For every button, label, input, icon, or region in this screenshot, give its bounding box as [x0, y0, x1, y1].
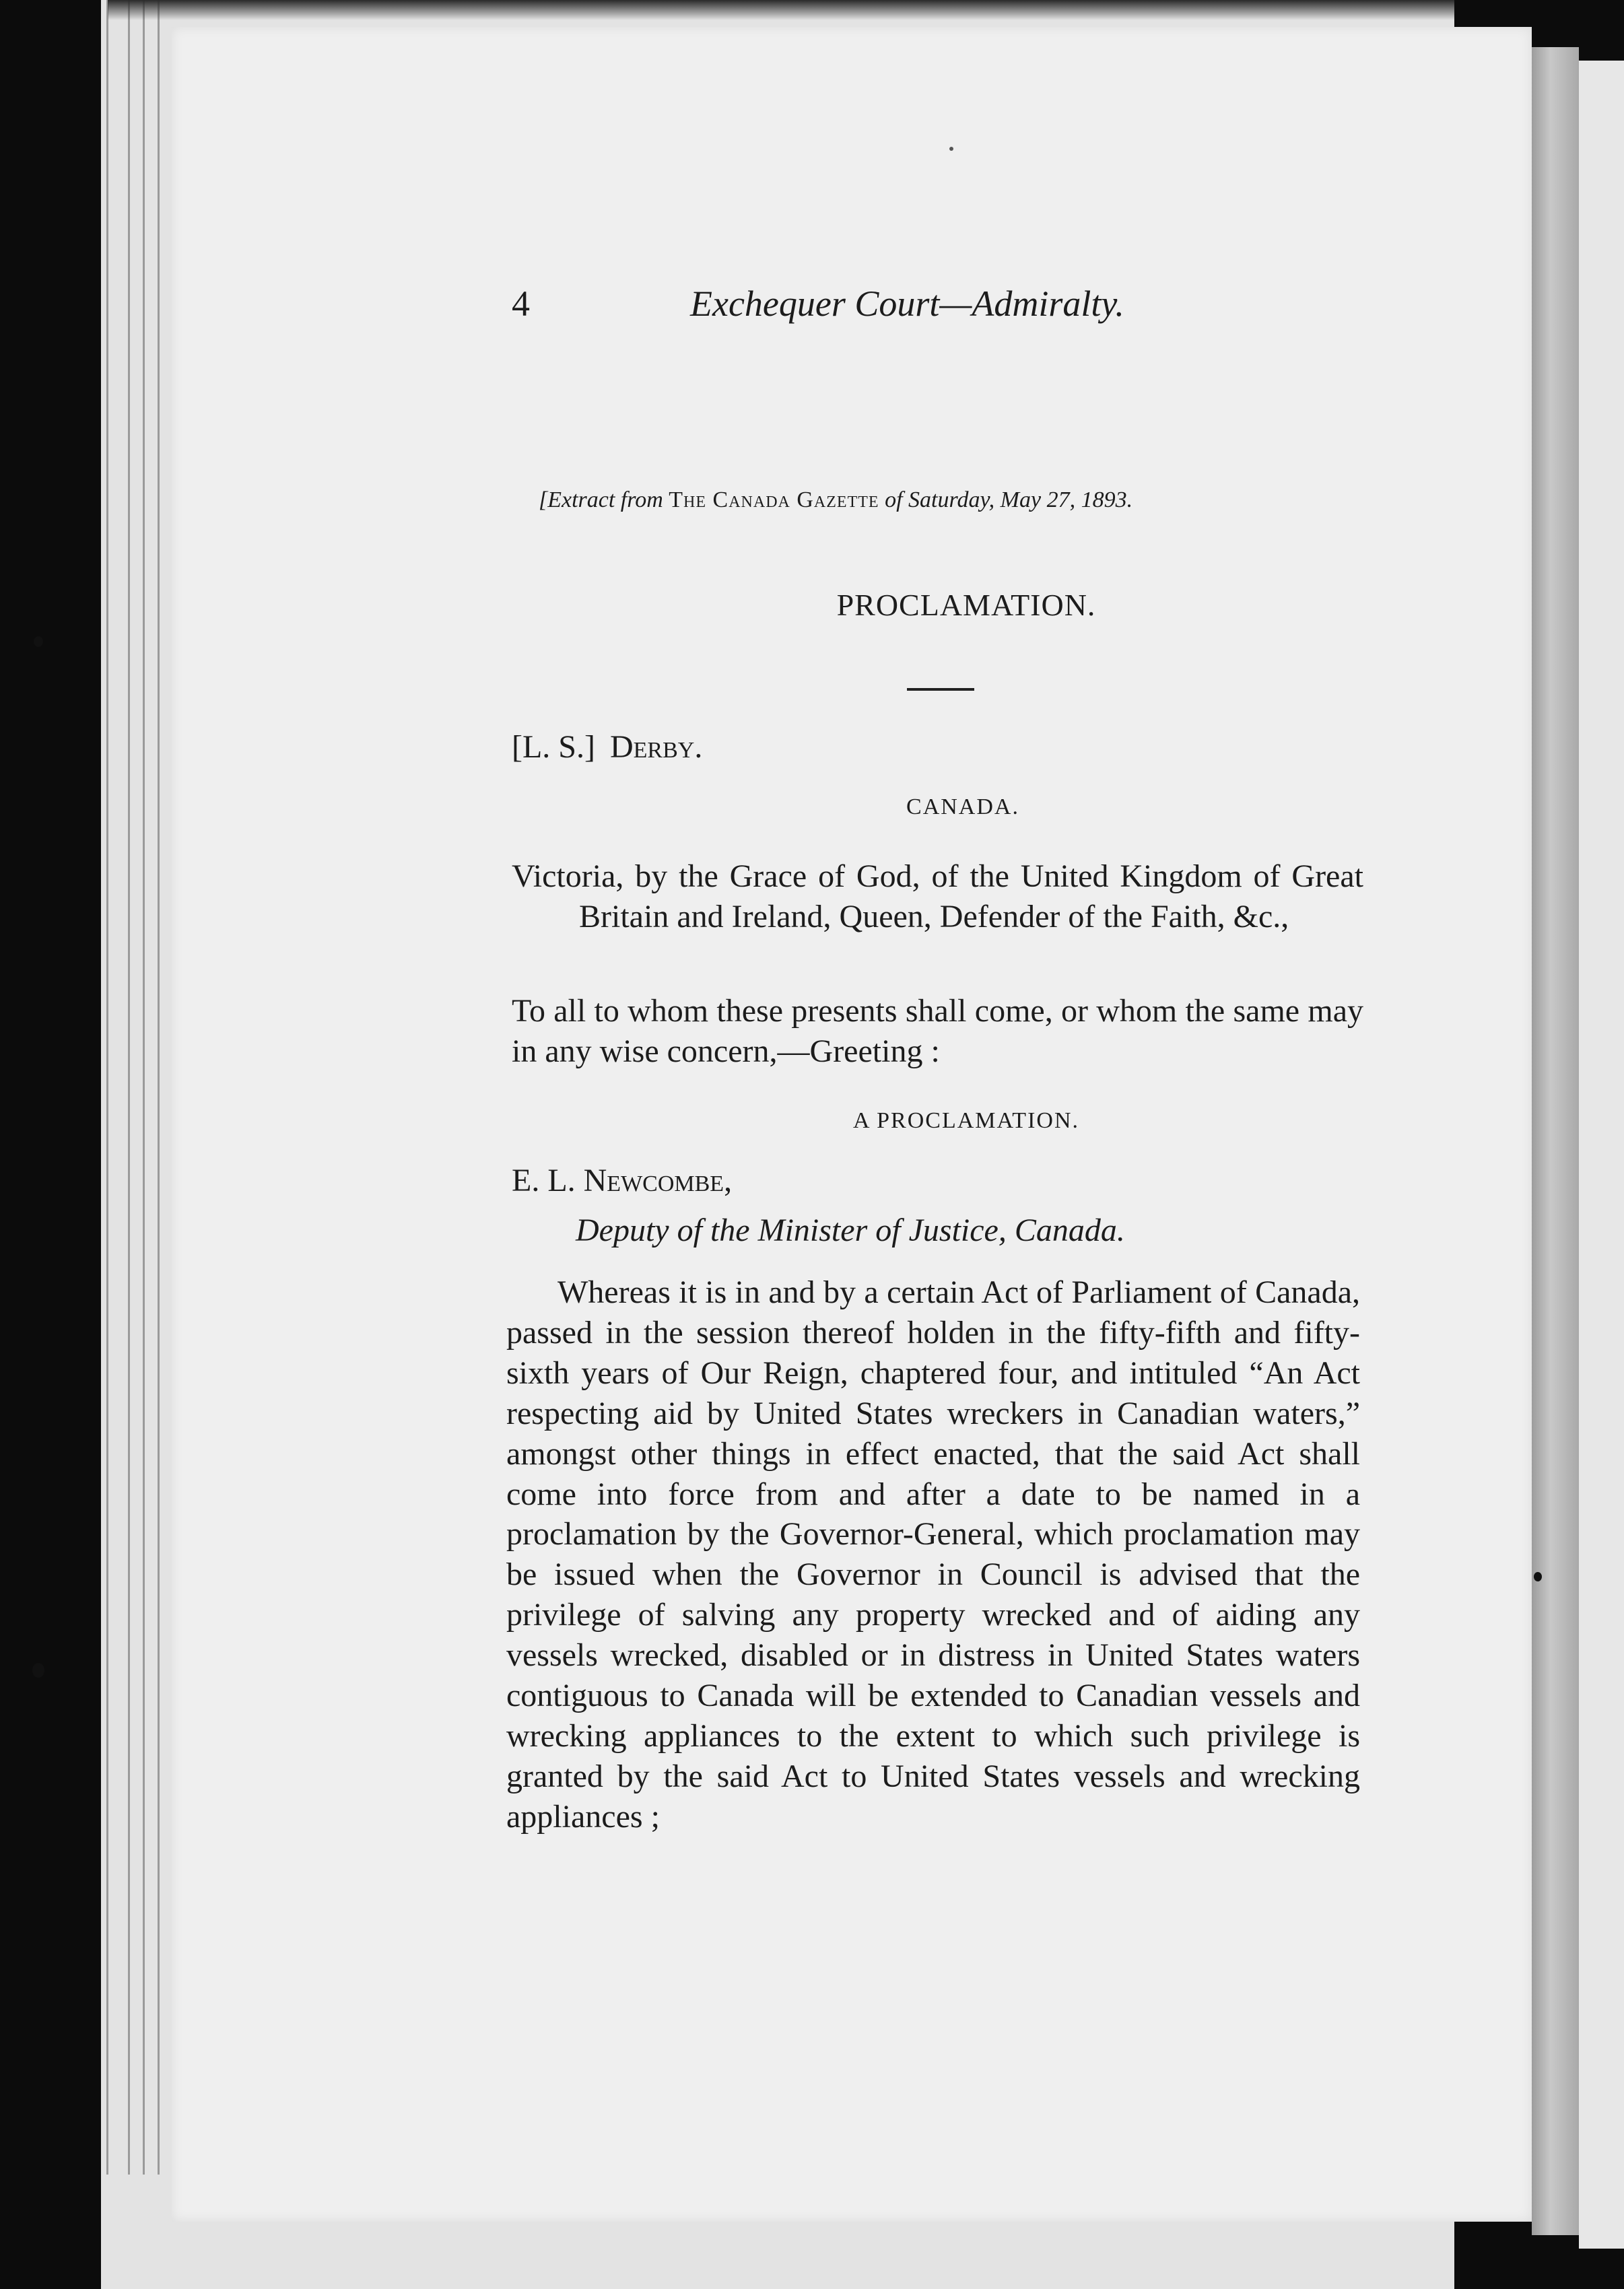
scan-speck — [34, 636, 43, 647]
proclamation-heading: PROCLAMATION. — [836, 588, 1096, 622]
governor-name: Derby. — [609, 729, 703, 765]
page-gutter-shadow — [1532, 47, 1579, 2235]
body-paragraph: Whereas it is in and by a certain Act of Parliament of Canada, passed in the session thereof holden in the fifty-fifth and fifty-sixth years of Our Reign, chaptered four, and intituled “An Act respecting aid by United States wreckers in Canadian waters,” amongst other things in effect enacted, that the said Act shall come into force from and after a date to be named in a proclamation by the Governor-General, which proclamation may be issued when the Governor in Council is advised that the privilege of salving any property wrecked and of aiding any vessels wrecked, disabled or in distress in United States waters contiguous to Canada will be extended to Canadian vessels and wrecking appliances to the extent to which such privilege is granted by the said Act to United States vessels and wrecking appliances ; — [506, 1274, 1360, 1835]
page-edge-line — [128, 0, 130, 2175]
page-edge-line — [158, 0, 160, 2175]
scan-speck — [1534, 1572, 1542, 1581]
scan-speck — [32, 1663, 44, 1678]
signer-initials: E. L. — [512, 1163, 576, 1198]
running-head — [512, 283, 1252, 330]
sub-proclamation-heading: A PROCLAMATION. — [852, 1108, 1080, 1133]
seal-mark: [L. S.] — [512, 729, 595, 765]
seal-line — [512, 728, 702, 765]
scan-top-shadow — [108, 0, 1454, 20]
next-page-edge — [1579, 61, 1624, 2249]
page-number: 4 — [512, 283, 530, 324]
page-edge-line — [106, 0, 108, 2175]
extract-citation — [539, 487, 1347, 513]
extract-suffix: of Saturday, May 27, 1893. — [885, 487, 1133, 512]
signer-surname: Newcombe, — [583, 1163, 733, 1198]
signer-name — [512, 1162, 732, 1199]
running-title: Exchequer Court—Admiralty. — [690, 283, 1124, 324]
signer-title: Deputy of the Minister of Justice, Canada. — [576, 1212, 1125, 1248]
greeting: To all to whom these presents shall come, or whom the same may in any wise concern,—Greeting : — [512, 993, 1363, 1069]
extract-prefix: [Extract from — [539, 487, 663, 512]
scan-speck — [949, 147, 953, 151]
royal-style: Victoria, by the Grace of God, of the United Kingdom of Great Britain and Ireland, Queen, Defender of the Faith, &c., — [512, 858, 1363, 934]
page-edge-line — [143, 0, 145, 2175]
country-heading: CANADA. — [906, 794, 1019, 819]
heading-rule — [907, 688, 974, 691]
extract-publication: The Canada Gazette — [669, 487, 879, 512]
